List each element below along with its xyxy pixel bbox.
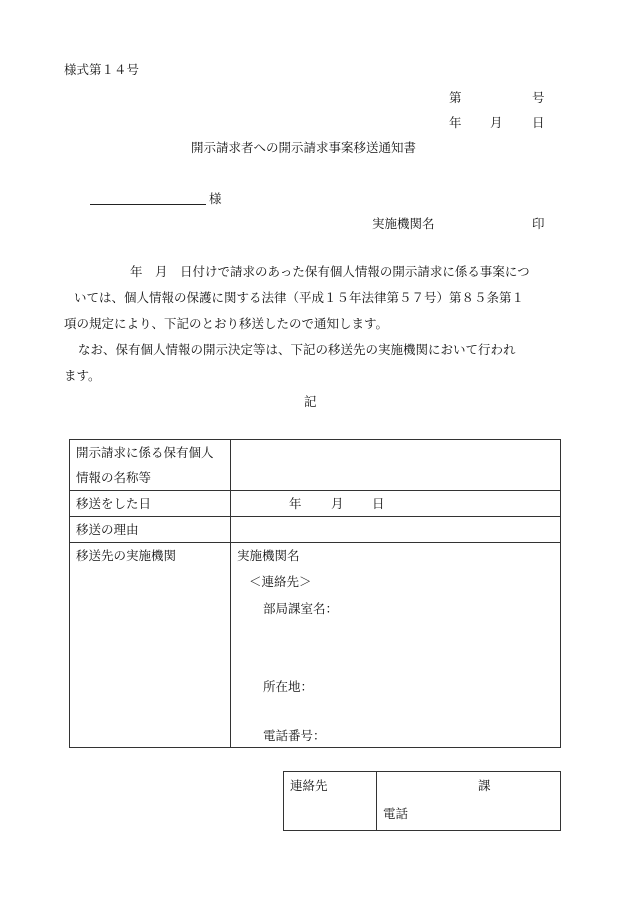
doc-number-prefix: 第	[449, 90, 462, 105]
destination-contact-heading: ＜連絡先＞	[249, 574, 312, 589]
transfer-details-table	[69, 439, 561, 748]
transfer-reason-label: 移送の理由	[70, 517, 231, 543]
date-day: 日	[532, 115, 545, 130]
destination-address: 所在地：	[263, 679, 314, 694]
transfer-date-year: 年	[289, 496, 302, 511]
info-name-field[interactable]	[231, 440, 561, 491]
body-para1-line1: 年 月 日付けで請求のあった保有個人情報の開示請求に係る事案につ	[130, 264, 530, 279]
transfer-date-field[interactable]	[231, 491, 561, 517]
destination-field[interactable]	[231, 543, 561, 748]
table-row	[284, 772, 561, 831]
ki-heading: 記	[304, 394, 317, 409]
info-name-label	[70, 440, 231, 491]
document-title: 開示請求者への開示請求事案移送通知書	[191, 140, 417, 155]
contact-field[interactable]	[377, 772, 561, 831]
issuer-label: 実施機関名	[372, 216, 435, 231]
transfer-date-month: 月	[331, 496, 344, 511]
notice-body	[64, 259, 564, 389]
table-row	[70, 440, 561, 491]
transfer-date-label: 移送をした日	[70, 491, 231, 517]
addressee-line	[90, 204, 206, 205]
info-name-label-line2: 情報の名称等	[76, 470, 152, 485]
destination-dept: 部局課室名：	[263, 601, 339, 616]
contact-box	[283, 771, 561, 831]
body-para2-line1: なお、保有個人情報の開示決定等は、下記の移送先の実施機関において行われ	[78, 342, 516, 357]
destination-agency: 実施機関名	[237, 548, 300, 563]
transfer-reason-field[interactable]	[231, 517, 561, 543]
destination-phone: 電話番号：	[263, 728, 326, 743]
addressee-suffix: 様	[209, 191, 222, 206]
date-year: 年	[449, 115, 462, 130]
contact-phone: 電話	[383, 806, 409, 821]
contact-label: 連絡先	[284, 772, 377, 831]
form-number: 様式第１４号	[64, 62, 140, 77]
seal-mark: 印	[532, 216, 545, 231]
date-month: 月	[490, 115, 503, 130]
table-row	[70, 543, 561, 748]
body-para2-line2: ます。	[64, 368, 101, 383]
destination-label: 移送先の実施機関	[70, 543, 231, 748]
body-para1-line2: いては、個人情報の保護に関する法律（平成１５年法律第５７号）第８５条第１	[74, 290, 525, 305]
table-row	[70, 491, 561, 517]
body-para1-line3: 項の規定により、下記のとおり移送したので通知します。	[64, 316, 389, 331]
table-row	[70, 517, 561, 543]
contact-section: 課	[478, 778, 491, 793]
doc-number-suffix: 号	[532, 90, 545, 105]
info-name-label-line1: 開示請求に係る保有個人	[76, 445, 214, 460]
transfer-date-day: 日	[372, 496, 385, 511]
